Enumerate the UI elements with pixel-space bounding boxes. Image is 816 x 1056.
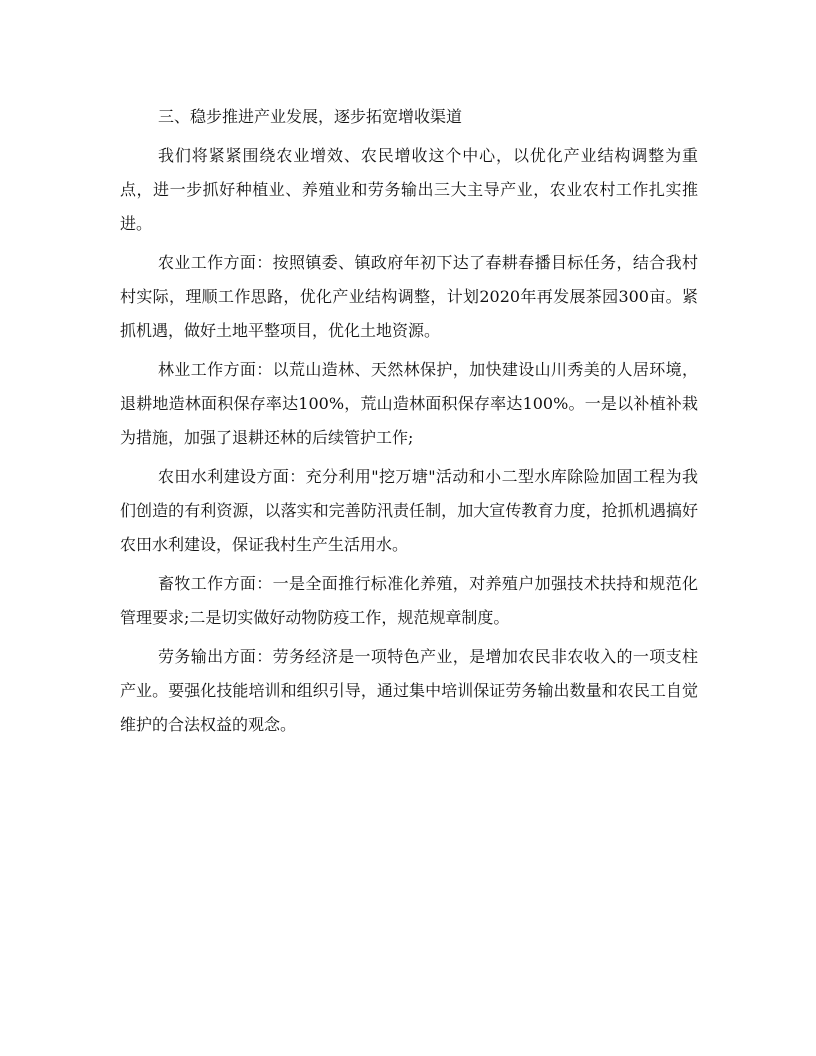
paragraph-intro: 我们将紧紧围绕农业增效、农民增收这个中心，以优化产业结构调整为重点，进一步抓好种植业、养殖业和劳务输出三大主导产业，农业农村工作扎实推进。 bbox=[120, 146, 698, 233]
paragraph-agriculture: 农业工作方面：按照镇委、镇政府年初下达了春耕春播目标任务，结合我村村实际，理顺工作思路，优化产业结构调整，计划2020年再发展茶园300亩。紧抓机遇，做好土地平整项目，优化土地资源。 bbox=[120, 253, 698, 340]
paragraph-livestock: 畜牧工作方面：一是全面推行标准化养殖，对养殖户加强技术扶持和规范化管理要求;二是切实做好动物防疫工作，规范规章制度。 bbox=[120, 574, 698, 627]
paragraph-labor-export: 劳务输出方面：劳务经济是一项特色产业，是增加农民非农收入的一项支柱产业。要强化技能培训和组织引导，通过集中培训保证劳务输出数量和农民工自觉维护的合法权益的观念。 bbox=[120, 647, 698, 734]
paragraph-water-conservancy: 农田水利建设方面：充分利用"挖万塘"活动和小二型水库除险加固工程为我们创造的有利资源，以落实和完善防汛责任制，加大宣传教育力度，抢抓机遇搞好农田水利建设，保证我村生产生活用水。 bbox=[120, 467, 698, 554]
paragraph-forestry: 林业工作方面：以荒山造林、天然林保护，加快建设山川秀美的人居环境，退耕地造林面积保存率达100%，荒山造林面积保存率达100%。一是以补植补栽为措施，加强了退耕还林的后续管护工作; bbox=[120, 360, 698, 447]
document-body bbox=[120, 100, 698, 747]
section-heading: 三、稳步推进产业发展，逐步拓宽增收渠道 bbox=[158, 107, 463, 126]
